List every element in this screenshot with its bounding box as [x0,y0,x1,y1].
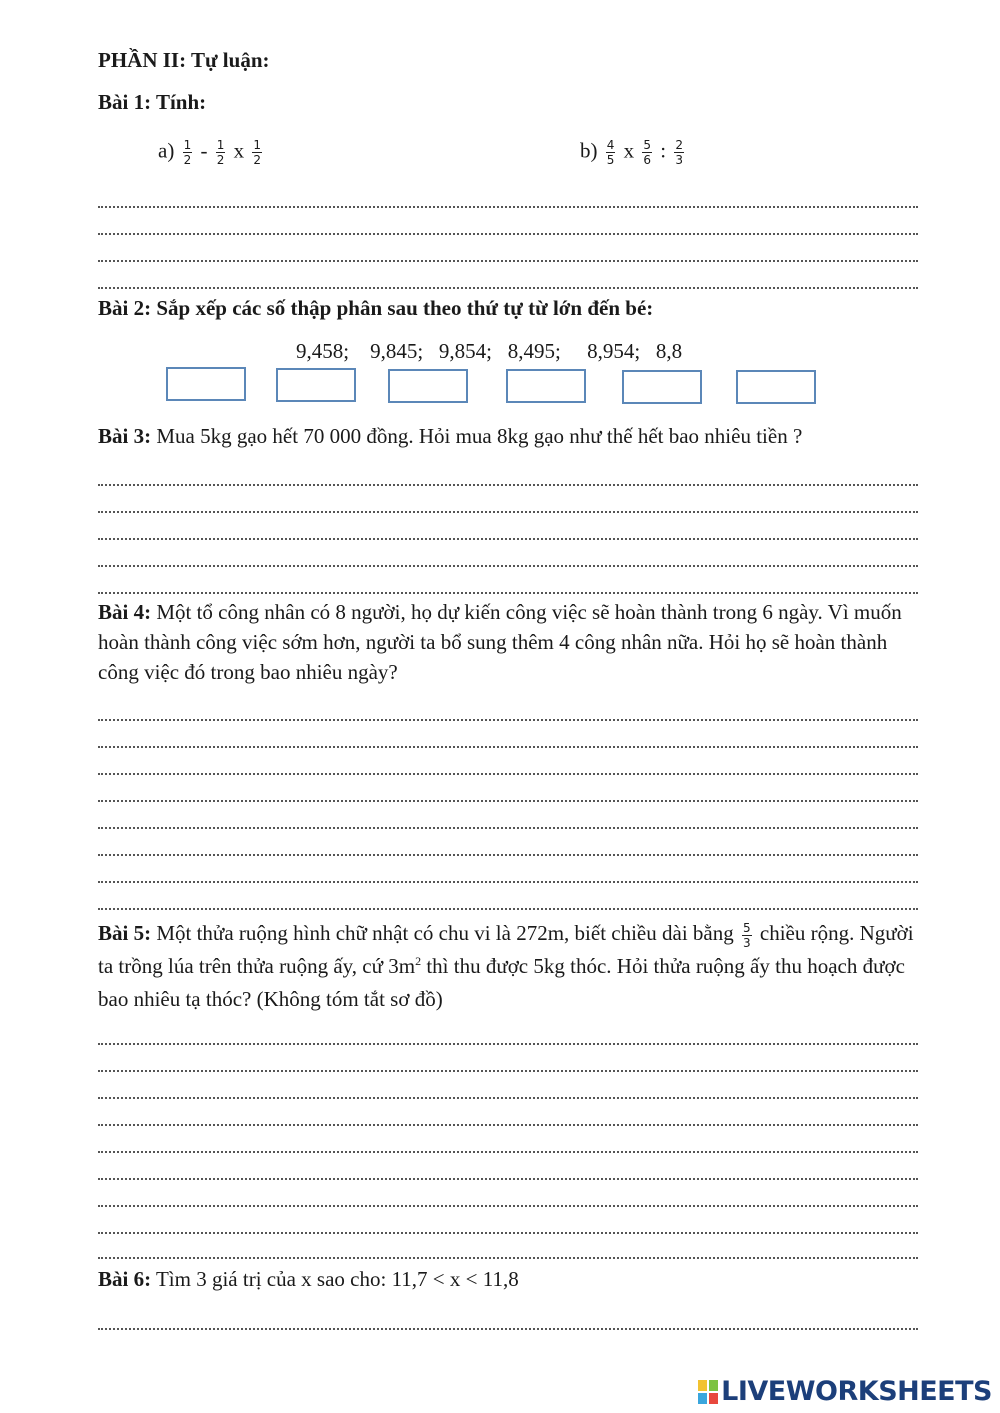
order-box-2[interactable] [276,368,356,402]
order-input-1[interactable] [168,369,244,399]
fraction: $\frac{5}{3}$ [742,920,751,950]
fraction: $\frac{1}{2}$ [253,138,261,167]
bai1-label: Bài 1: Tính: [98,90,207,114]
bai1-expression-b [580,138,687,167]
answer-line[interactable] [98,484,918,486]
section-title: PHẦN II: Tự luận: [98,48,270,72]
answer-line[interactable] [98,854,918,856]
answer-line[interactable] [98,1070,918,1072]
order-box-6[interactable] [736,370,816,404]
bai5-text-1: Một thửa ruộng hình chữ nhật có chu vi là 272m, biết chiều dài bằng [156,921,734,945]
bai5-question [98,917,918,1016]
order-input-4[interactable] [508,371,584,401]
answer-line[interactable] [98,1097,918,1099]
bai6-text: Tìm 3 giá trị của x sao cho: 11,7 < x < 11,8 [155,1267,519,1291]
operator: : [660,138,667,163]
logo-text: LIVEWORKSHEETS [721,1376,992,1407]
order-input-5[interactable] [624,372,700,402]
answer-line[interactable] [98,1205,918,1207]
bai5-label: Bài 5: [98,921,152,945]
answer-line[interactable] [98,1328,918,1330]
bai5-text-3: thì thu được 5kg thóc. Hỏi thửa ruộng ấy thu hoạch được bao nhiêu tạ thóc? (Không tóm tắt sơ đồ) [98,954,905,1011]
answer-line[interactable] [98,592,918,594]
fraction: $\frac{2}{3}$ [675,138,684,167]
liveworksheets-logo [698,1376,992,1407]
fraction: $\frac{4}{5}$ [606,138,615,167]
answer-line[interactable] [98,287,918,289]
bai6-question [98,1267,519,1292]
logo-mark-icon [698,1380,718,1404]
answer-line[interactable] [98,773,918,775]
fraction: $\frac{1}{2}$ [216,138,225,167]
superscript: 2 [415,954,422,968]
order-box-3[interactable] [388,369,468,403]
bai1-expression-a [158,138,265,167]
operator: - [200,138,208,163]
bai4-question [98,597,918,687]
order-box-5[interactable] [622,370,702,404]
answer-line[interactable] [98,260,918,262]
answer-line[interactable] [98,746,918,748]
answer-line[interactable] [98,1232,918,1234]
answer-line[interactable] [98,538,918,540]
order-input-2[interactable] [278,370,354,400]
fraction: $\frac{5}{6}$ [643,138,652,167]
order-input-6[interactable] [738,372,814,402]
answer-line[interactable] [98,1178,918,1180]
order-box-1[interactable] [166,367,246,401]
bai2-numbers: 9,458; 9,845; 9,854; 8,495; 8,954; 8,8 [296,339,683,363]
bai4-text: Một tổ công nhân có 8 người, họ dự kiến công việc sẽ hoàn thành trong 6 ngày. Vì muốn hoàn thành công việc sớm hơn, người ta bổ sung thêm 4 công nhân nữa. Hỏi họ sẽ hoàn thành công việc đó trong bao nhiêu ngày? [98,600,902,684]
answer-line[interactable] [98,1124,918,1126]
answer-line[interactable] [98,1043,918,1045]
answer-line[interactable] [98,233,918,235]
bai4-label: Bài 4: [98,600,152,624]
answer-line[interactable] [98,565,918,567]
bai1-a-prefix: a) [158,138,175,163]
bai6-label: Bài 6: [98,1267,152,1291]
bai5-text-2: chiều rộng. Người ta trồng lúa trên thửa ruộng ấy, cứ 3m [98,921,914,978]
answer-line[interactable] [98,511,918,513]
bai3-label: Bài 3: [98,424,152,448]
answer-line[interactable] [98,908,918,910]
order-input-3[interactable] [390,371,466,401]
answer-line[interactable] [98,800,918,802]
bai3-question [98,424,802,449]
operator: x [623,138,635,163]
answer-line[interactable] [98,1257,918,1259]
order-box-4[interactable] [506,369,586,403]
fraction: $\frac{1}{2}$ [183,138,192,167]
answer-line[interactable] [98,827,918,829]
operator: x [233,138,245,163]
answer-line[interactable] [98,206,918,208]
answer-line[interactable] [98,1151,918,1153]
bai3-text: Mua 5kg gạo hết 70 000 đồng. Hỏi mua 8kg gạo như thế hết bao nhiêu tiền ? [156,424,803,448]
bai2-label: Bài 2: Sắp xếp các số thập phân sau theo thứ tự từ lớn đến bé: [98,296,654,320]
answer-line[interactable] [98,719,918,721]
answer-line[interactable] [98,881,918,883]
bai1-b-prefix: b) [580,138,598,163]
